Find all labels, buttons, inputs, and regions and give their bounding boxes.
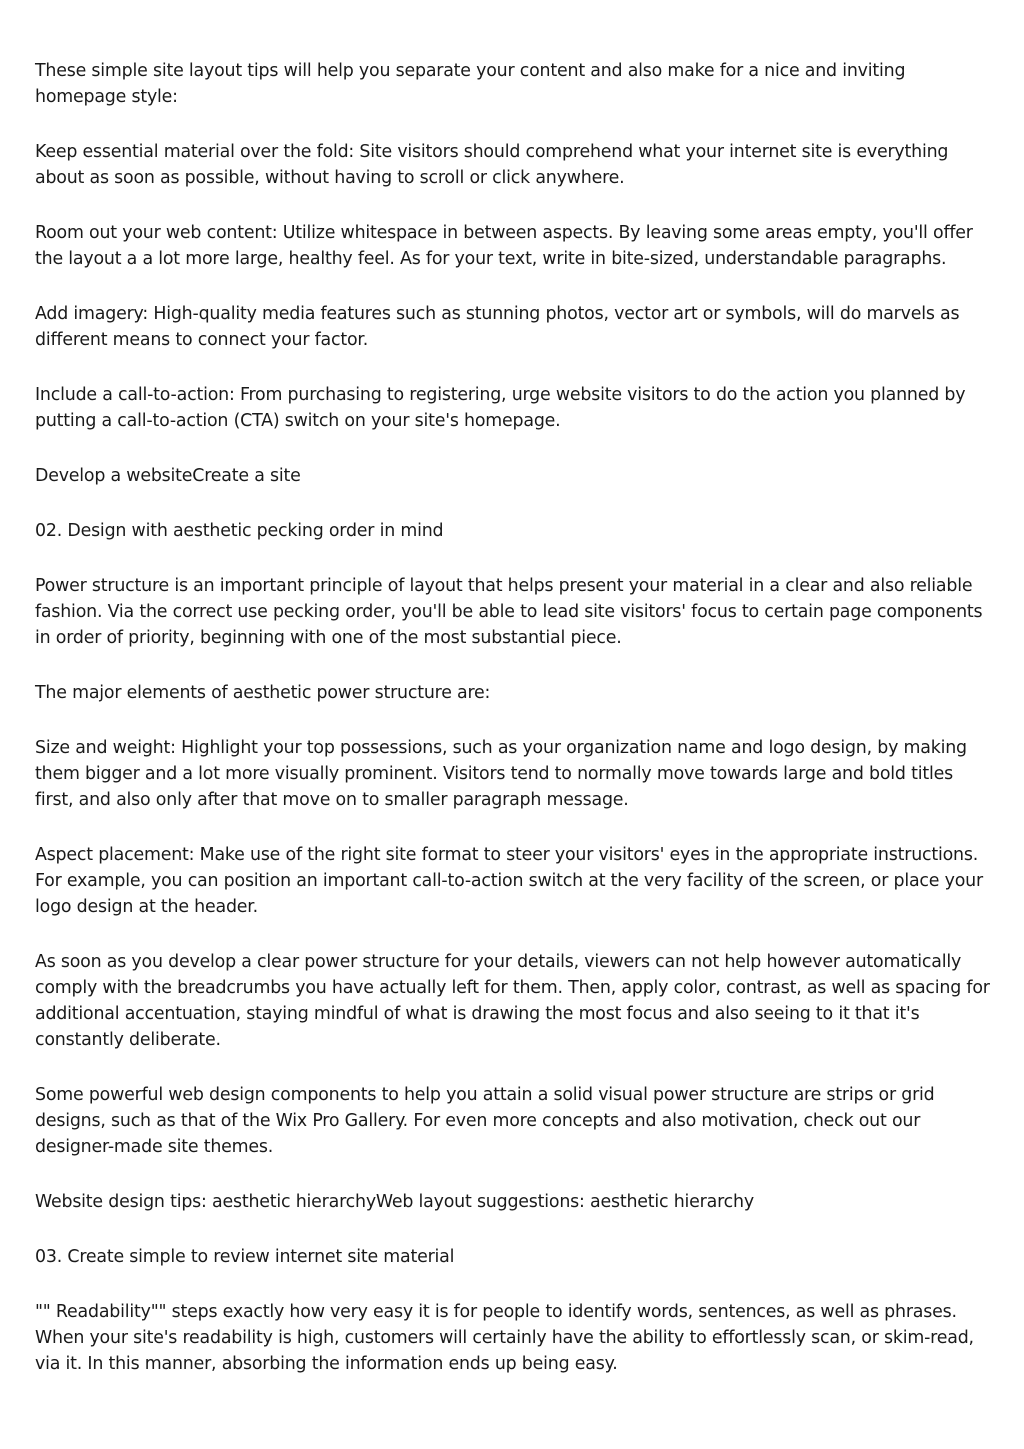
paragraph-whitespace: Room out your web content: Utilize whitespace in between aspects. By leaving some areas empty, you'll offer the layout a a lot more large, healthy feel. As for your text, write in bite-sized, understandable paragraphs. (35, 223, 973, 269)
paragraph-develop-website: Develop a websiteCreate a site (35, 466, 301, 486)
paragraph-call-to-action: Include a call-to-action: From purchasing to registering, urge website visitors to do the action you planned by putting a call-to-action (CTA) switch on your site's homepage. (35, 385, 966, 431)
document-body (35, 58, 995, 1406)
paragraph-size-and-weight: Size and weight: Highlight your top possessions, such as your organization name and logo design, by making them bigger and a lot more visually prominent. Visitors tend to normally move towards large and bold titles first, and also only after that move on to smaller paragraph message. (35, 738, 967, 810)
paragraph-above-the-fold: Keep essential material over the fold: Site visitors should comprehend what your internet site is everything about as soon as possible, without having to scroll or click anywhere. (35, 142, 949, 188)
paragraph-layout-tips-intro: These simple site layout tips will help you separate your content and also make for a nice and inviting homepage style: (35, 61, 906, 107)
section-heading-02: 02. Design with aesthetic pecking order in mind (35, 521, 444, 541)
paragraph-imagery: Add imagery: High-quality media features such as stunning photos, vector art or symbols, will do marvels as different means to connect your factor. (35, 304, 960, 350)
paragraph-major-elements: The major elements of aesthetic power structure are: (35, 683, 491, 703)
paragraph-clear-power-structure: As soon as you develop a clear power structure for your details, viewers can not help however automatically comply with the breadcrumbs you have actually left for them. Then, apply color, contrast, as well as spacing for additional accentuation, staying mindful of what is drawing the most focus and also seeing to it that it's constantly deliberate. (35, 952, 990, 1050)
paragraph-aspect-placement: Aspect placement: Make use of the right site format to steer your visitors' eyes in the appropriate instructions. For example, you can position an important call-to-action switch at the very facility of the screen, or place your logo design at the header. (35, 845, 983, 917)
paragraph-power-structure: Power structure is an important principle of layout that helps present your material in a clear and also reliable fashion. Via the correct use pecking order, you'll be able to lead site visitors' focus to certain page components in order of priority, beginning with one of the most substantial piece. (35, 576, 983, 648)
paragraph-design-tips-hierarchy: Website design tips: aesthetic hierarchyWeb layout suggestions: aesthetic hierarchy (35, 1192, 754, 1212)
paragraph-web-design-components: Some powerful web design components to help you attain a solid visual power structure are strips or grid designs, such as that of the Wix Pro Gallery. For even more concepts and also motivation, check out our designer-made site themes. (35, 1085, 935, 1157)
paragraph-readability: "" Readability"" steps exactly how very easy it is for people to identify words, sentences, as well as phrases. When your site's readability is high, customers will certainly have the ability to effortlessly scan, or skim-read, via it. In this manner, absorbing the information ends up being easy. (35, 1302, 974, 1374)
section-heading-03: 03. Create simple to review internet site material (35, 1247, 455, 1267)
